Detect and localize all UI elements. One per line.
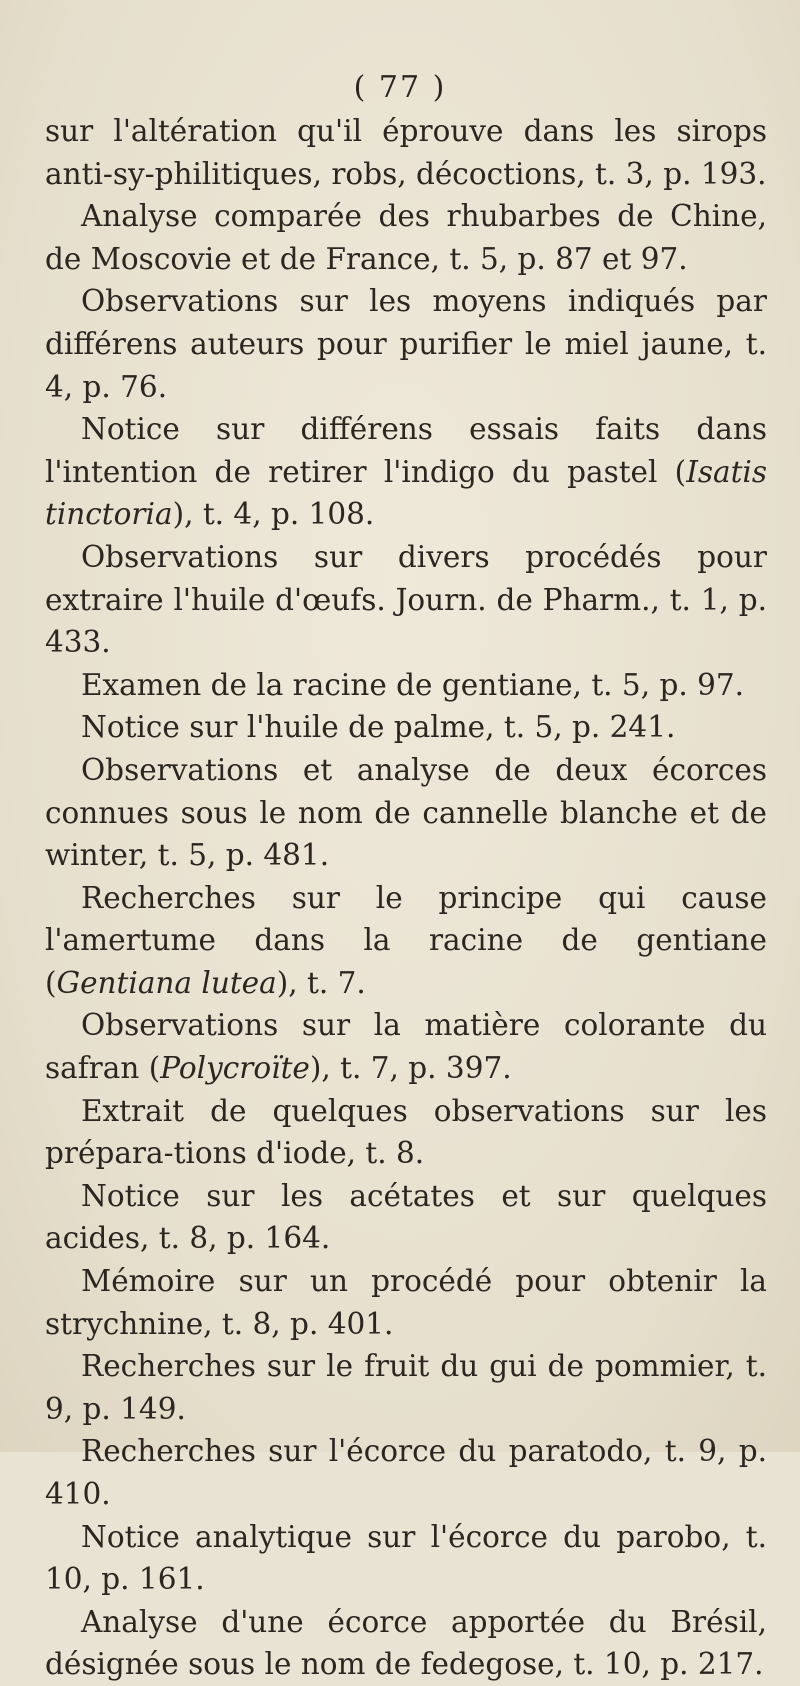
entry-16: Analyse d'une écorce apportée du Brésil, désignée sous le nom de fedegose, t. 10, p. 217. <box>45 1604 767 1682</box>
species-name: Isatis tinctoria <box>45 454 767 532</box>
entry-0: sur l'altération qu'il éprouve dans les sirops anti-sy-philitiques, robs, décoctions, t. 3, p. 193. <box>45 114 767 191</box>
page-body <box>45 110 767 1686</box>
substance-name: Polycroïte <box>160 1051 310 1086</box>
entry-2: Observations sur les moyens indiqués par différens auteurs pour purifier le miel jaune, t. 4, p. 76. <box>45 284 767 404</box>
page-number: ( 77 ) <box>353 70 447 105</box>
entry-1: Analyse comparée des rhubarbes de Chine, de Moscovie et de France, t. 5, p. 87 et 97. <box>45 199 767 276</box>
entry-9: Observations sur la matière colorante du safran (Polycroïte), t. 7, p. 397. <box>45 1008 767 1086</box>
entry-3: Notice sur différens essais faits dans l'intention de retirer l'indigo du pastel (Isatis tinctoria), t. 4, p. 108. <box>45 412 767 532</box>
entry-12: Mémoire sur un procédé pour obtenir la strychnine, t. 8, p. 401. <box>45 1264 767 1341</box>
entry-14: Recherches sur l'écorce du paratodo, t. 9, p. 410. <box>45 1434 767 1511</box>
entry-10: Extrait de quelques observations sur les prépara-tions d'iode, t. 8. <box>45 1093 767 1171</box>
entry-8: Recherches sur le principe qui cause l'amertume dans la racine de gentiane (Gentiana lutea), t. 7. <box>45 880 767 1000</box>
entry-13: Recherches sur le fruit du gui de pommier, t. 9, p. 149. <box>45 1349 767 1426</box>
entry-7: Observations et analyse de deux écorces connues sous le nom de cannelle blanche et de winter, t. 5, p. 481. <box>45 752 767 873</box>
species-name: Gentiana lutea <box>56 965 277 1000</box>
entry-15: Notice analytique sur l'écorce du parobo, t. 10, p. 161. <box>45 1519 767 1597</box>
entry-6: Notice sur l'huile de palme, t. 5, p. 241. <box>81 710 676 745</box>
entry-4: Observations sur divers procédés pour extraire l'huile d'œufs. Journ. de Pharm., t. 1, p. 433. <box>45 539 767 660</box>
entry-11: Notice sur les acétates et sur quelques acides, t. 8, p. 164. <box>45 1178 767 1256</box>
entry-5: Examen de la racine de gentiane, t. 5, p. 97. <box>81 667 745 702</box>
